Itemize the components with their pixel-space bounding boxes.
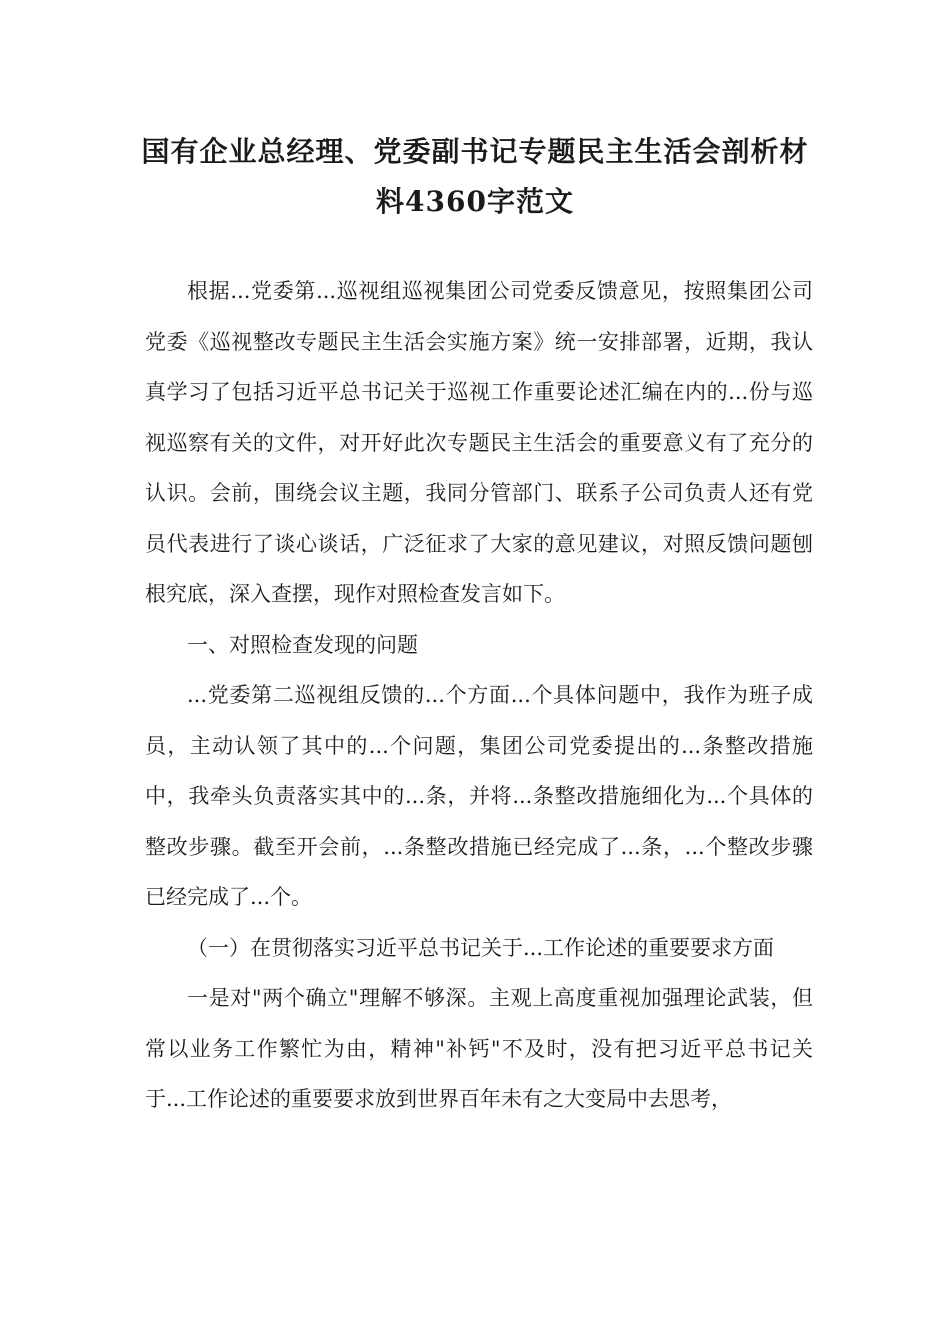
document-body xyxy=(145,266,813,1125)
subsection-heading-1: （一）在贯彻落实习近平总书记关于...工作论述的重要要求方面 xyxy=(187,935,775,960)
title-line-2: 料4360字范文 xyxy=(376,185,574,218)
paragraph-point-1: 一是对"两个确立"理解不够深。主观上高度重视加强理论武装，但常以业务工作繁忙为由，精神"补钙"不及时，没有把习近平总书记关于...工作论述的重要要求放到世界百年未有之大变局中去思考， xyxy=(145,986,813,1111)
title-line-1: 国有企业总经理、党委副书记专题民主生活会剖析材 xyxy=(141,135,809,168)
section-heading-1: 一、对照检查发现的问题 xyxy=(187,632,418,657)
paragraph-intro: 根据...党委第...巡视组巡视集团公司党委反馈意见，按照集团公司党委《巡视整改专题民主生活会实施方案》统一安排部署，近期，我认真学习了包括习近平总书记关于巡视工作重要论述汇编在内的...份与巡视巡察有关的文件，对开好此次专题民主生活会的重要意义有了充分的认识。会前，围绕会议主题，我同分管部门、联系子公司负责人还有党员代表进行了谈心谈话，广泛征求了大家的意见建议，对照反馈问题刨根究底，深入查摆，现作对照检查发言如下。 xyxy=(145,279,813,606)
paragraph-issues-summary: ...党委第二巡视组反馈的...个方面...个具体问题中，我作为班子成员，主动认领了其中的...个问题，集团公司党委提出的...条整改措施中，我牵头负责落实其中的...条，并将...条整改措施细化为...个具体的整改步骤。截至开会前，...条整改措施已经完成了...条，...个整改步骤已经完成了...个。 xyxy=(145,683,813,909)
document-title xyxy=(130,127,820,227)
